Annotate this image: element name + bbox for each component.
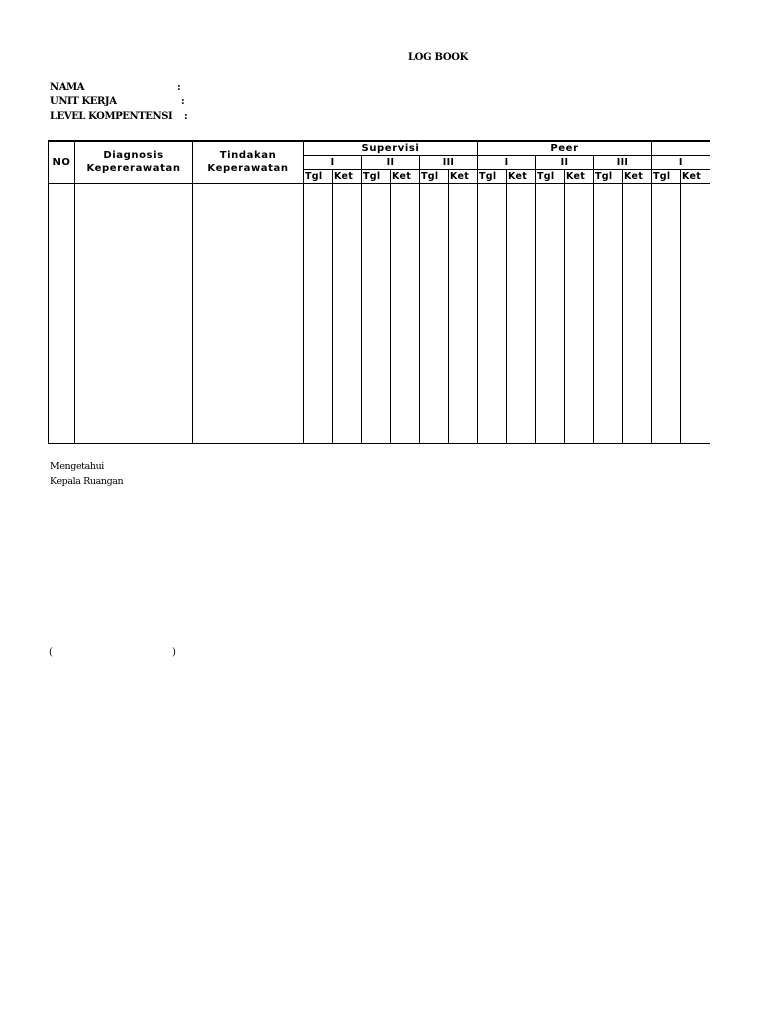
header-group-peer: Peer xyxy=(478,141,652,155)
field-nama-label: NAMA xyxy=(50,82,85,93)
header-diagnosis xyxy=(75,141,193,183)
field-unit-kerja-colon: : xyxy=(181,96,185,107)
cell-ket[interactable] xyxy=(333,183,362,443)
cell-tgl[interactable] xyxy=(594,183,623,443)
signature-label-mengetahui: Mengetahui xyxy=(50,461,104,472)
signature-open-paren: ( xyxy=(49,647,53,658)
header-diagnosis-line1: Diagnosis xyxy=(103,150,164,162)
cell-tgl[interactable] xyxy=(536,183,565,443)
cell-ket[interactable] xyxy=(449,183,478,443)
header-diagnosis-line2: Kepererawatan xyxy=(86,163,181,175)
cell-tgl[interactable] xyxy=(304,183,333,443)
header-sub-tgl: Tgl xyxy=(478,169,507,183)
cell-ket[interactable] xyxy=(623,183,652,443)
header-sub-ket: Ket xyxy=(507,169,536,183)
field-level-kompentensi-colon: : xyxy=(184,111,188,122)
header-sub-tgl: Tgl xyxy=(594,169,623,183)
field-unit-kerja-label: UNIT KERJA xyxy=(50,96,117,107)
cell-no[interactable] xyxy=(49,183,75,443)
header-supervisi-iii: III xyxy=(420,155,478,169)
header-group-supervisi: Supervisi xyxy=(304,141,478,155)
header-sub-ket: Ket xyxy=(449,169,478,183)
header-sub-tgl: Tgl xyxy=(362,169,391,183)
signature-close-paren: ) xyxy=(172,647,176,658)
log-book-table xyxy=(48,140,710,444)
cell-diagnosis[interactable] xyxy=(75,183,193,443)
field-level-kompentensi-label: LEVEL KOMPENTENSI xyxy=(50,111,173,122)
header-peer-iii: III xyxy=(594,155,652,169)
header-sub-tgl: Tgl xyxy=(420,169,449,183)
cell-ket[interactable] xyxy=(565,183,594,443)
header-supervisi-i: I xyxy=(304,155,362,169)
header-tindakan-line1: Tindakan xyxy=(219,150,277,162)
header-third-i: I xyxy=(652,155,710,169)
header-sub-ket: Ket xyxy=(333,169,362,183)
header-tindakan xyxy=(193,141,304,183)
header-sub-tgl: Tgl xyxy=(536,169,565,183)
header-peer-i: I xyxy=(478,155,536,169)
header-sub-ket: Ket xyxy=(565,169,594,183)
document-title: LOG BOOK xyxy=(407,52,469,63)
header-sub-ket: Ket xyxy=(391,169,420,183)
field-unit-kerja xyxy=(50,96,185,107)
header-no: NO xyxy=(49,141,75,183)
text-cursor xyxy=(74,328,75,343)
signature-label-kepala-ruangan: Kepala Ruangan xyxy=(50,476,124,487)
table-row-empty xyxy=(49,183,710,443)
cell-tindakan[interactable] xyxy=(193,183,304,443)
cell-tgl[interactable] xyxy=(652,183,681,443)
header-sub-ket: Ket xyxy=(681,169,710,183)
header-tindakan-line2: Keperawatan xyxy=(207,163,289,175)
field-nama xyxy=(50,82,181,93)
header-group-third xyxy=(652,141,710,155)
cell-ket[interactable] xyxy=(507,183,536,443)
header-sub-ket: Ket xyxy=(623,169,652,183)
field-nama-colon: : xyxy=(177,82,181,93)
cell-tgl[interactable] xyxy=(420,183,449,443)
cell-tgl[interactable] xyxy=(362,183,391,443)
cell-tgl[interactable] xyxy=(478,183,507,443)
cell-ket[interactable] xyxy=(391,183,420,443)
header-sub-tgl: Tgl xyxy=(652,169,681,183)
header-supervisi-ii: II xyxy=(362,155,420,169)
header-peer-ii: II xyxy=(536,155,594,169)
header-sub-tgl: Tgl xyxy=(304,169,333,183)
field-level-kompentensi xyxy=(50,111,188,122)
cell-ket[interactable] xyxy=(681,183,710,443)
